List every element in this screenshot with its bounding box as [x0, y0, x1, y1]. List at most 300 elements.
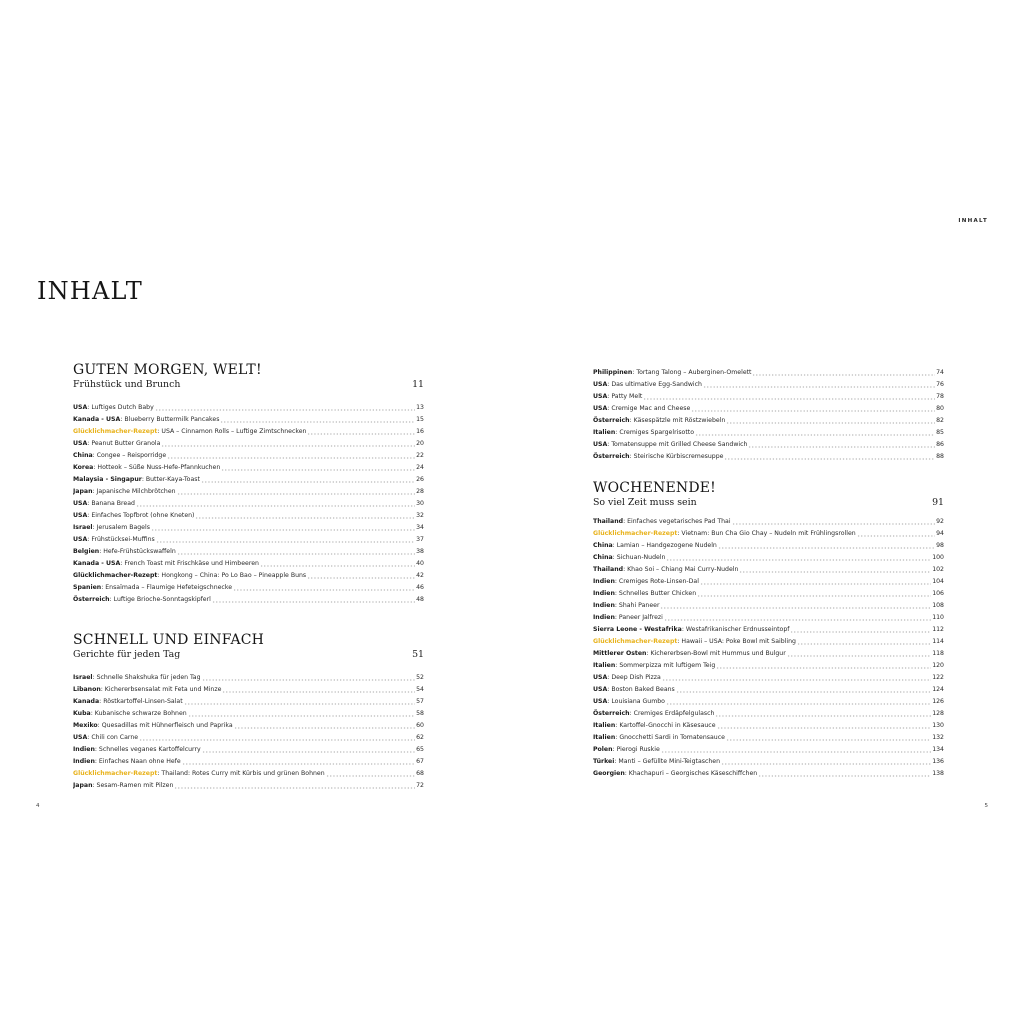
entry-page: 128 [932, 710, 944, 717]
entry-title: : Westafrikanischer Erdnusseintopf [681, 626, 790, 633]
dot-leader [717, 727, 932, 729]
toc-entry[interactable] [593, 576, 944, 588]
entry-page: 74 [936, 369, 944, 376]
entry-country: Korea [73, 464, 94, 471]
entry-page: 124 [932, 686, 944, 693]
dot-leader [202, 751, 415, 753]
entry-country: Glücklichmacher-Rezept [73, 770, 158, 777]
dot-leader [177, 493, 416, 495]
entry-country: Kanada [73, 698, 100, 705]
entry-country: Glücklichmacher-Rezept [73, 572, 158, 579]
entry-title: : Kubanische schwarze Bohnen [90, 710, 187, 717]
entry-title: : Boston Baked Beans [607, 686, 675, 693]
entry-title: : Hefe-Frühstückswaffeln [99, 548, 176, 555]
dot-leader [748, 446, 935, 448]
entry-page: 138 [932, 770, 944, 777]
section-subtitle-row [593, 497, 944, 509]
dot-leader [797, 643, 931, 645]
entry-title: : Manti – Gefüllte Mini-Teigtaschen [614, 758, 721, 765]
entry-page: 118 [932, 650, 944, 657]
toc-entry[interactable] [73, 546, 424, 558]
dot-leader [234, 727, 415, 729]
entry-country: Indien [593, 614, 615, 621]
entry-country: China [593, 554, 613, 561]
dot-leader [666, 559, 931, 561]
dot-leader [752, 374, 935, 376]
toc-entry[interactable] [73, 474, 424, 486]
dot-leader [726, 422, 935, 424]
entry-title: : Khachapuri – Georgisches Käseschiffchen [624, 770, 758, 777]
dot-leader [307, 577, 415, 579]
toc-entry[interactable] [73, 756, 424, 768]
entry-page: 85 [936, 429, 944, 436]
entry-page: 46 [416, 584, 424, 591]
dot-leader [151, 529, 415, 531]
entry-title: : Kichererbsen-Bowl mit Hummus und Bulgur [646, 650, 786, 657]
toc-entry[interactable] [593, 564, 944, 576]
entry-country: Kuba [73, 710, 91, 717]
entry-title: : Kartoffel-Gnocchi in Käsesauce [615, 722, 716, 729]
section-page: 91 [932, 497, 944, 508]
entry-page: 110 [932, 614, 944, 621]
entry-title: : Hotteok – Süße Nuss-Hefe-Pfannkuchen [93, 464, 221, 471]
toc-entry[interactable] [593, 528, 944, 540]
toc-entry[interactable] [73, 672, 424, 684]
entry-page: 34 [416, 524, 424, 531]
entry-page: 26 [416, 476, 424, 483]
toc-left-column [73, 361, 424, 792]
entry-page: 28 [416, 488, 424, 495]
toc-section [73, 631, 424, 792]
dot-leader [177, 553, 415, 555]
toc-section [593, 479, 944, 780]
toc-entry[interactable] [593, 720, 944, 732]
dot-leader [184, 703, 415, 705]
entry-page: 76 [936, 381, 944, 388]
toc-entry[interactable] [593, 756, 944, 768]
entry-title: : Luftiges Dutch Baby [87, 404, 154, 411]
toc-entry[interactable] [73, 768, 424, 780]
entry-country: USA [593, 381, 608, 388]
entry-title: : Jerusalem Bagels [92, 524, 150, 531]
entry-page: 78 [936, 393, 944, 400]
toc-entries [73, 672, 424, 792]
entry-page: 94 [936, 530, 944, 537]
entry-country: Italien [593, 722, 616, 729]
entry-page: 120 [932, 662, 944, 669]
entry-country: Kanada - USA [73, 416, 121, 423]
entry-page: 13 [416, 404, 424, 411]
entry-country: USA [73, 404, 88, 411]
toc-entry[interactable] [73, 684, 424, 696]
entry-title: : Butter-Kaya-Toast [141, 476, 200, 483]
entry-title: : Blueberry Buttermilk Pancakes [120, 416, 220, 423]
section-subtitle: Frühstück und Brunch [73, 379, 181, 390]
entry-country: USA [593, 698, 608, 705]
dot-leader [732, 523, 936, 525]
entry-title: : Das ultimative Egg-Sandwich [607, 381, 702, 388]
entry-page: 72 [416, 782, 424, 789]
entry-country: Österreich [593, 417, 630, 424]
entry-title: : Luftige Brioche-Sonntagskipferl [109, 596, 211, 603]
toc-entry[interactable] [593, 696, 944, 708]
entry-page: 42 [416, 572, 424, 579]
entry-title: : Steirische Kürbiscremesuppe [629, 453, 724, 460]
entry-country: Israel [73, 674, 93, 681]
dot-leader [220, 421, 415, 423]
toc-entry[interactable] [593, 379, 944, 391]
entry-title: : Japanische Milchbrötchen [92, 488, 176, 495]
toc-entries [593, 516, 944, 780]
toc-entry[interactable] [593, 648, 944, 660]
dot-leader [758, 775, 931, 777]
dot-leader [721, 763, 931, 765]
entry-page: 134 [932, 746, 944, 753]
entry-country: Indien [73, 746, 95, 753]
toc-entry[interactable] [73, 534, 424, 546]
section-header [593, 479, 944, 509]
dot-leader [790, 631, 931, 633]
dot-leader [662, 679, 931, 681]
toc-entry[interactable] [73, 720, 424, 732]
running-head: INHALT [958, 218, 988, 224]
entry-title: : Sichuan-Nudeln [612, 554, 666, 561]
entry-page: 130 [932, 722, 944, 729]
toc-entry[interactable] [73, 594, 424, 606]
entry-page: 15 [416, 416, 424, 423]
entry-title: : Shahi Paneer [614, 602, 660, 609]
toc-entry[interactable] [593, 367, 944, 379]
entry-page: 92 [936, 518, 944, 525]
entry-country: Israel [73, 524, 93, 531]
toc-entry[interactable] [73, 414, 424, 426]
dot-leader [182, 763, 415, 765]
dot-leader [716, 667, 931, 669]
dot-leader [156, 541, 415, 543]
entry-page: 22 [416, 452, 424, 459]
entry-title: : Hongkong – China: Po Lo Bao – Pineapple Buns [157, 572, 307, 579]
toc-entry[interactable] [73, 780, 424, 792]
entry-country: USA [73, 500, 88, 507]
entry-title: : Sommerpizza mit luftigem Teig [615, 662, 716, 669]
dot-leader [326, 775, 415, 777]
entry-country: Italien [593, 429, 616, 436]
entry-title: : Gnocchetti Sardi in Tomatensauce [615, 734, 725, 741]
toc-entry[interactable] [73, 498, 424, 510]
entry-title: : Thailand: Rotes Curry mit Kürbis und grünen Bohnen [157, 770, 325, 777]
entry-page: 82 [936, 417, 944, 424]
toc-entry[interactable] [73, 744, 424, 756]
entry-country: Philippinen [593, 369, 633, 376]
toc-right-column [593, 367, 944, 780]
entry-country: Thailand [593, 518, 624, 525]
entry-country: USA [73, 440, 88, 447]
entry-country: Türkei [593, 758, 615, 765]
toc-section [73, 361, 424, 606]
section-subtitle-row [73, 379, 424, 391]
entry-country: USA [593, 405, 608, 412]
toc-entry[interactable] [593, 672, 944, 684]
entry-country: Japan [73, 488, 93, 495]
entry-page: 57 [416, 698, 424, 705]
section-header [73, 361, 424, 391]
toc-entry[interactable] [593, 612, 944, 624]
entry-page: 67 [416, 758, 424, 765]
section-subtitle-row [73, 649, 424, 661]
section-page: 51 [412, 649, 424, 660]
dot-leader [718, 547, 935, 549]
toc-entries [73, 402, 424, 606]
toc-entry[interactable] [73, 462, 424, 474]
entry-title: : Tomatensuppe mit Grilled Cheese Sandwich [607, 441, 748, 448]
toc-entry[interactable] [593, 427, 944, 439]
dot-leader [221, 469, 415, 471]
entry-title: : Quesadillas mit Hühnerfleisch und Paprika [97, 722, 233, 729]
section-page: 11 [412, 379, 424, 390]
entry-country: Sierra Leone - Westafrika [593, 626, 682, 633]
entry-page: 108 [932, 602, 944, 609]
entry-title: : Käsespätzle mit Röstzwiebeln [629, 417, 726, 424]
entry-page: 52 [416, 674, 424, 681]
entry-title: : Frühstücksei-Muffins [87, 536, 155, 543]
entry-country: Glücklichmacher-Rezept [73, 428, 158, 435]
entry-page: 98 [936, 542, 944, 549]
toc-entry[interactable] [73, 708, 424, 720]
entry-country: Kanada - USA [73, 560, 121, 567]
dot-leader [307, 433, 415, 435]
entry-title: : Cremiges Spargelrisotto [615, 429, 694, 436]
entry-title: : Cremiges Erdäpfelgulasch [629, 710, 715, 717]
toc-entry[interactable] [593, 415, 944, 427]
dot-leader [233, 589, 415, 591]
toc-entry[interactable] [73, 570, 424, 582]
entry-title: : Kichererbsensalat mit Feta und Minze [100, 686, 222, 693]
entry-page: 16 [416, 428, 424, 435]
entry-country: Indien [593, 578, 615, 585]
entry-title: : Vietnam: Bun Cha Gio Chay – Nudeln mit Frühlingsrollen [677, 530, 856, 537]
section-title: SCHNELL UND EINFACH [73, 632, 265, 648]
section-subtitle: So viel Zeit muss sein [593, 497, 697, 508]
entry-title: : Congee – Reisporridge [92, 452, 167, 459]
entry-title: : Einfaches vegetarisches Pad Thai [623, 518, 731, 525]
toc-entries-continued [593, 367, 944, 463]
dot-leader [700, 583, 931, 585]
entry-title: : Louisiana Gumbo [607, 698, 665, 705]
entry-page: 100 [932, 554, 944, 561]
toc-entry[interactable] [593, 768, 944, 780]
entry-title: : USA – Cinnamon Rolls – Luftige Zimtschnecken [157, 428, 307, 435]
toc-entry[interactable] [73, 522, 424, 534]
entry-title: : Pierogi Ruskie [612, 746, 660, 753]
page-number-left: 4 [36, 803, 40, 809]
entry-country: USA [593, 393, 608, 400]
entry-country: USA [73, 512, 88, 519]
entry-title: : Deep Dish Pizza [607, 674, 661, 681]
entry-page: 60 [416, 722, 424, 729]
entry-page: 106 [932, 590, 944, 597]
entry-country: USA [593, 686, 608, 693]
entry-title: : Cremiges Rote-Linsen-Dal [614, 578, 699, 585]
entry-country: Malaysia - Singapur [73, 476, 142, 483]
toc-entry[interactable] [593, 660, 944, 672]
dot-leader [201, 481, 415, 483]
entry-title: : Chili con Carne [87, 734, 139, 741]
dot-leader [643, 398, 935, 400]
entry-country: USA [73, 734, 88, 741]
entry-page: 20 [416, 440, 424, 447]
entry-title: : Schnelles veganes Kartoffelcurry [94, 746, 201, 753]
dot-leader [703, 386, 935, 388]
dot-leader [202, 679, 416, 681]
dot-leader [724, 458, 935, 460]
toc-entry[interactable] [73, 486, 424, 498]
page-title: INHALT [37, 277, 143, 305]
entry-page: 48 [416, 596, 424, 603]
entry-country: China [73, 452, 93, 459]
entry-title: : Tortang Talong – Auberginen-Omelett [632, 369, 752, 376]
entry-page: 102 [932, 566, 944, 573]
dot-leader [691, 410, 935, 412]
toc-entry[interactable] [73, 510, 424, 522]
entry-page: 30 [416, 500, 424, 507]
dot-leader [222, 691, 415, 693]
toc-entry[interactable] [593, 552, 944, 564]
entry-title: : Einfaches Naan ohne Hefe [94, 758, 181, 765]
toc-entry[interactable] [593, 540, 944, 552]
entry-country: Indien [593, 602, 615, 609]
toc-entry[interactable] [73, 426, 424, 438]
entry-country: Belgien [73, 548, 100, 555]
toc-entry[interactable] [73, 582, 424, 594]
toc-entry[interactable] [593, 391, 944, 403]
page-number-right: 5 [984, 803, 988, 809]
toc-entry[interactable] [593, 516, 944, 528]
entry-country: Glücklichmacher-Rezept [593, 638, 678, 645]
entry-page: 132 [932, 734, 944, 741]
entry-title: : Khao Soi – Chiang Mai Curry-Nudeln [623, 566, 739, 573]
entry-page: 32 [416, 512, 424, 519]
entry-page: 40 [416, 560, 424, 567]
dot-leader [161, 445, 415, 447]
entry-title: : Ensaïmada – Flaumige Hefeteigschnecke [101, 584, 232, 591]
entry-title: : French Toast mit Frischkäse und Himbeeren [120, 560, 259, 567]
entry-page: 62 [416, 734, 424, 741]
entry-page: 80 [936, 405, 944, 412]
entry-page: 126 [932, 698, 944, 705]
entry-title: : Cremige Mac and Cheese [607, 405, 691, 412]
dot-leader [167, 457, 415, 459]
toc-entry[interactable] [593, 684, 944, 696]
toc-entry[interactable] [593, 588, 944, 600]
dot-leader [174, 787, 415, 789]
entry-country: Spanien [73, 584, 102, 591]
entry-page: 86 [936, 441, 944, 448]
dot-leader [661, 751, 931, 753]
entry-page: 54 [416, 686, 424, 693]
dot-leader [739, 571, 931, 573]
entry-country: Japan [73, 782, 93, 789]
toc-entry[interactable] [593, 636, 944, 648]
dot-leader [715, 715, 931, 717]
dot-leader [676, 691, 931, 693]
entry-country: Österreich [73, 596, 110, 603]
entry-title: : Peanut Butter Granola [87, 440, 161, 447]
entry-country: USA [73, 536, 88, 543]
entry-page: 136 [932, 758, 944, 765]
entry-country: Indien [73, 758, 95, 765]
entry-country: Mittlerer Osten [593, 650, 647, 657]
dot-leader [664, 619, 931, 621]
toc-entry[interactable] [73, 402, 424, 414]
entry-title: : Einfaches Topfbrot (ohne Kneten) [87, 512, 195, 519]
entry-page: 68 [416, 770, 424, 777]
entry-page: 122 [932, 674, 944, 681]
toc-entry[interactable] [73, 696, 424, 708]
entry-country: China [593, 542, 613, 549]
section-title: WOCHENENDE! [593, 480, 716, 496]
entry-country: Georgien [593, 770, 625, 777]
entry-country: Italien [593, 662, 616, 669]
entry-country: Polen [593, 746, 613, 753]
toc-entry[interactable] [593, 708, 944, 720]
dot-leader [666, 703, 931, 705]
dot-leader [660, 607, 931, 609]
toc-entry[interactable] [73, 558, 424, 570]
dot-leader [212, 601, 415, 603]
entry-country: Libanon [73, 686, 101, 693]
entry-country: Indien [593, 590, 615, 597]
entry-title: : Röstkartoffel-Linsen-Salat [99, 698, 183, 705]
section-title: GUTEN MORGEN, WELT! [73, 362, 262, 378]
dot-leader [787, 655, 931, 657]
entry-page: 37 [416, 536, 424, 543]
entry-country: Thailand [593, 566, 624, 573]
entry-page: 112 [932, 626, 944, 633]
entry-page: 58 [416, 710, 424, 717]
entry-title: : Hawaii – USA: Poke Bowl mit Saibling [677, 638, 796, 645]
entry-country: Glücklichmacher-Rezept [593, 530, 678, 537]
entry-title: : Banana Bread [87, 500, 135, 507]
entry-country: Österreich [593, 453, 630, 460]
entry-title: : Paneer Jalfrezi [614, 614, 663, 621]
toc-entry[interactable] [73, 450, 424, 462]
section-subtitle: Gerichte für jeden Tag [73, 649, 181, 660]
toc-entry[interactable] [593, 624, 944, 636]
entry-country: USA [593, 674, 608, 681]
toc-entry[interactable] [593, 451, 944, 463]
dot-leader [697, 595, 931, 597]
toc-entry[interactable] [593, 403, 944, 415]
toc-entry[interactable] [73, 732, 424, 744]
entry-page: 24 [416, 464, 424, 471]
section-header [73, 631, 424, 661]
entry-country: Österreich [593, 710, 630, 717]
toc-entry[interactable] [593, 732, 944, 744]
dot-leader [195, 517, 415, 519]
entry-page: 88 [936, 453, 944, 460]
toc-entry[interactable] [593, 600, 944, 612]
dot-leader [260, 565, 415, 567]
dot-leader [155, 409, 415, 411]
toc-entry[interactable] [593, 439, 944, 451]
dot-leader [188, 715, 415, 717]
toc-entry[interactable] [593, 744, 944, 756]
entry-page: 104 [932, 578, 944, 585]
toc-entry[interactable] [73, 438, 424, 450]
entry-title: : Schnelle Shakshuka für jeden Tag [92, 674, 201, 681]
dot-leader [136, 505, 415, 507]
entry-country: Mexiko [73, 722, 98, 729]
